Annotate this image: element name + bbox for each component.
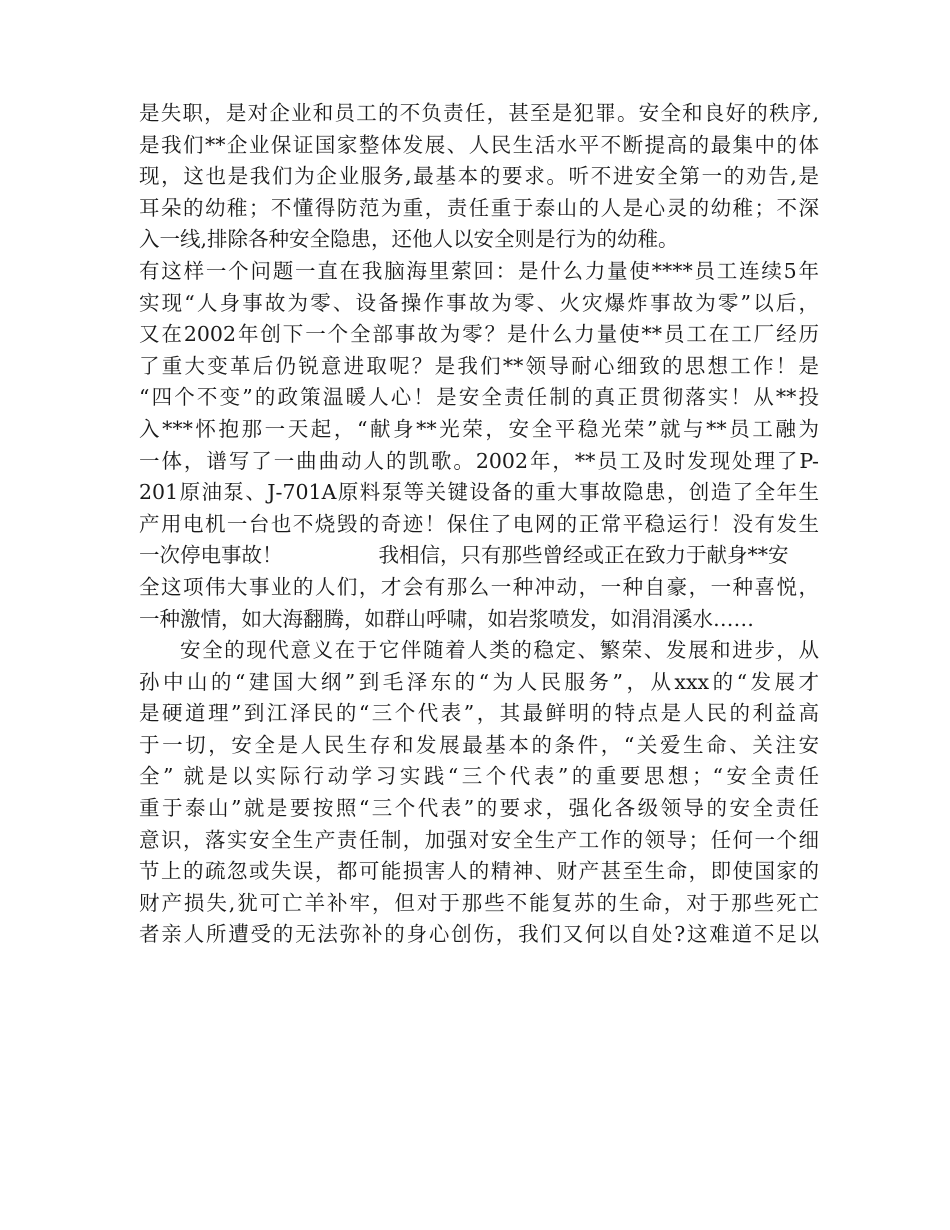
- text-line: 入***怀抱那一天起，“献身**光荣，安全平稳光荣”就与**员工融为: [139, 416, 819, 441]
- paragraph-first-line: 安全的现代意义在于它伴随着人类的稳定、繁荣、发展和进步，从: [180, 638, 819, 663]
- text-line: 是我们**企业保证国家整体发展、人民生活水平不断提高的最集中的体: [139, 132, 819, 157]
- text-line: 财产损失,犹可亡羊补牢，但对于那些不能复苏的生命，对于那些死亡: [139, 890, 819, 915]
- text-line: 全这项伟大事业的人们，才会有那么一种冲动，一种自豪，一种喜悦，: [139, 574, 819, 599]
- text-line: 意识，落实安全生产责任制，加强对安全生产工作的领导；任何一个细: [139, 827, 819, 852]
- text-line: 现，这也是我们为企业服务,最基本的要求。听不进安全第一的劝告,是: [139, 164, 819, 189]
- text-line: 了重大变革后仍锐意进取呢？是我们**领导耐心细致的思想工作！是: [139, 353, 819, 378]
- text-line: 201原油泵、J-701A原料泵等关键设备的重大事故隐患，创造了全年生: [139, 480, 819, 505]
- text-line: 重于泰山”就是要按照“三个代表”的要求，强化各级领导的安全责任: [139, 796, 819, 821]
- text-line: 实现“人身事故为零、设备操作事故为零、火灾爆炸事故为零”以后，: [139, 290, 819, 315]
- text-line: 者亲人所遭受的无法弥补的身心创伤，我们又何以自处?这难道不足以: [139, 922, 819, 947]
- text-line: 又在2002年创下一个全部事故为零？是什么力量使**员工在工厂经历: [139, 322, 819, 347]
- text-line: 节上的疏忽或失误，都可能损害人的精神、财产甚至生命，即使国家的: [139, 859, 819, 884]
- text-line: 是失职，是对企业和员工的不负责任，甚至是犯罪。安全和良好的秩序,: [139, 101, 819, 125]
- text-fragment-left: 一次停电事故！: [139, 543, 283, 568]
- text-line: 是硬道理”到江泽民的“三个代表”，其最鲜明的特点是人民的利益高: [139, 701, 819, 726]
- text-fragment-right: 我相信，只有那些曾经或正在致力于献身**安: [378, 543, 789, 568]
- text-line: 一体，谱写了一曲曲动人的凯歌。2002年，**员工及时发现处理了P-: [139, 448, 819, 473]
- text-line: 于一切，安全是人民生存和发展最基本的条件，“关爱生命、关注安: [139, 732, 819, 757]
- document-body: [139, 98, 819, 951]
- text-line: 产用电机一台也不烧毁的奇迹！保住了电网的正常平稳运行！没有发生: [139, 511, 819, 536]
- text-line: 一种激情，如大海翻腾，如群山呼啸，如岩浆喷发，如涓涓溪水……: [139, 606, 754, 631]
- text-line: 有这样一个问题一直在我脑海里萦回：是什么力量使****员工连续5年: [139, 258, 819, 283]
- text-line: 入一线,排除各种安全隐患，还他人以安全则是行为的幼稚。: [139, 227, 679, 252]
- text-line: “四个不变”的政策温暖人心！是安全责任制的真正贯彻落实！从**投: [139, 385, 819, 410]
- text-line: 全” 就是以实际行动学习实践“三个代表”的重要思想；“安全责任: [139, 764, 819, 789]
- text-line: 孙中山的“建国大纲”到毛泽东的“为人民服务”，从xxx的“发展才: [139, 669, 819, 694]
- text-line: 耳朵的幼稚；不懂得防范为重，责任重于泰山的人是心灵的幼稚；不深: [139, 195, 819, 220]
- text-line-split: [139, 540, 819, 572]
